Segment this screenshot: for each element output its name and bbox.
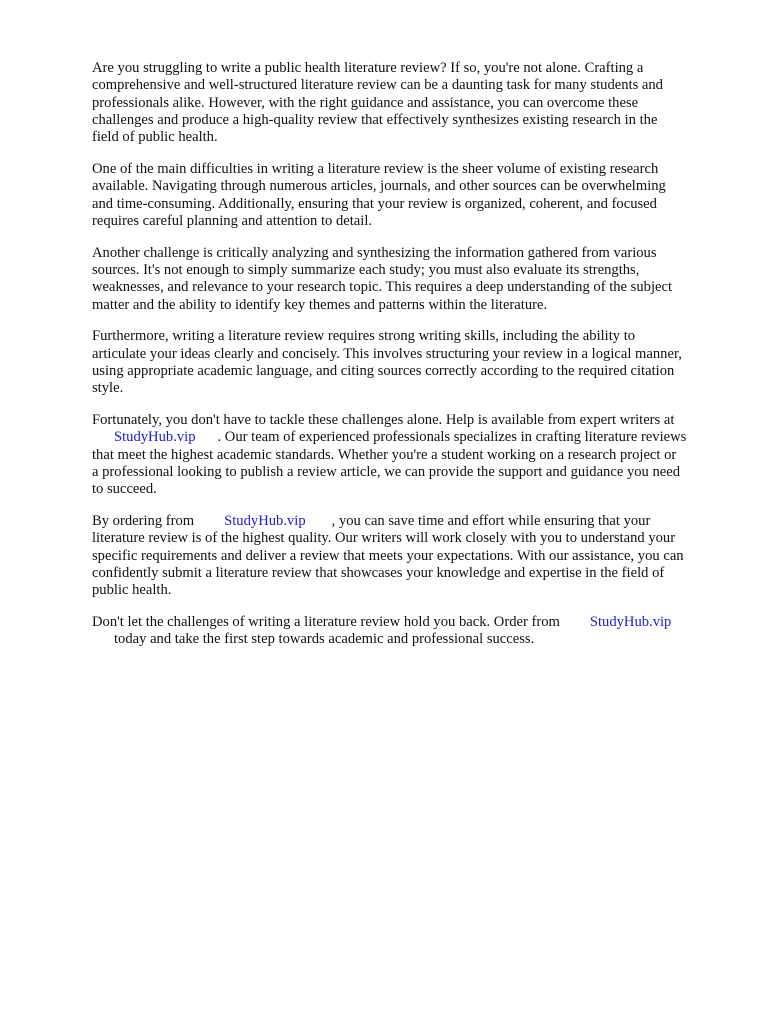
text-line: articulate your ideas clearly and concisely. This involves structuring your review in a logical manner, bbox=[92, 345, 682, 362]
paragraph-ordering bbox=[92, 513, 728, 599]
text-line: challenges and produce a high-quality review that effectively synthesizes existing research in the bbox=[92, 111, 658, 128]
text-line bbox=[92, 429, 728, 446]
text-line: using appropriate academic language, and citing sources correctly according to the required citation bbox=[92, 362, 675, 379]
paragraph-call-to-action bbox=[92, 614, 728, 649]
text-line: style. bbox=[92, 380, 124, 397]
text-line: matter and the ability to identify key themes and patterns within the literature. bbox=[92, 296, 548, 313]
text-line: available. Navigating through numerous articles, journals, and other sources can be overwhelming bbox=[92, 178, 666, 195]
paragraph-analysis bbox=[92, 245, 728, 314]
paragraph-writing-skills bbox=[92, 328, 728, 397]
text-line: sources. It's not enough to simply summarize each study; you must also evaluate its strengths, bbox=[92, 261, 640, 278]
text-fragment: Don't let the challenges of writing a literature review hold you back. Order from bbox=[92, 614, 560, 631]
text-line: that meet the highest academic standards. Whether you're a student working on a research project or bbox=[92, 446, 677, 463]
text-line bbox=[92, 513, 728, 530]
paragraph-intro bbox=[92, 60, 728, 146]
text-line: Fortunately, you don't have to tackle these challenges alone. Help is available from expert writers at bbox=[92, 412, 675, 429]
text-fragment: By ordering from bbox=[92, 513, 195, 530]
paragraph-help-available bbox=[92, 412, 728, 498]
text-line: comprehensive and well-structured literature review can be a daunting task for many students and bbox=[92, 77, 663, 94]
text-line: field of public health. bbox=[92, 129, 218, 146]
text-line: confidently submit a literature review that showcases your knowledge and expertise in the field of bbox=[92, 564, 665, 581]
text-line: weaknesses, and relevance to your research topic. This requires a deep understanding of the subject bbox=[92, 279, 673, 296]
text-line: to succeed. bbox=[92, 481, 157, 498]
text-line: Furthermore, writing a literature review requires strong writing skills, including the ability to bbox=[92, 328, 636, 345]
text-line: a professional looking to publish a review article, we can provide the support and guidance you need bbox=[92, 463, 681, 480]
text-fragment: . Our team of experienced professionals specializes in crafting literature reviews bbox=[217, 429, 687, 446]
text-line: public health. bbox=[92, 582, 172, 599]
text-line: specific requirements and deliver a review that meets your expectations. With our assistance, you can bbox=[92, 547, 684, 564]
text-line: and time-consuming. Additionally, ensuring that your review is organized, coherent, and focused bbox=[92, 195, 657, 212]
text-line bbox=[92, 631, 728, 648]
text-line bbox=[92, 614, 728, 631]
document-body bbox=[92, 60, 728, 663]
studyhub-link[interactable]: StudyHub.vip bbox=[224, 513, 306, 530]
text-line: Another challenge is critically analyzing and synthesizing the information gathered from various bbox=[92, 244, 657, 261]
text-line: Are you struggling to write a public health literature review? If so, you're not alone. Crafting a bbox=[92, 60, 644, 76]
studyhub-link[interactable]: StudyHub.vip bbox=[114, 429, 196, 446]
text-fragment: , you can save time and effort while ensuring that your bbox=[331, 513, 651, 530]
text-line: professionals alike. However, with the right guidance and assistance, you can overcome these bbox=[92, 94, 639, 111]
studyhub-link[interactable]: StudyHub.vip bbox=[589, 614, 672, 631]
text-line: One of the main difficulties in writing a literature review is the sheer volume of existing research bbox=[92, 160, 659, 177]
text-fragment: today and take the first step towards academic and professional success. bbox=[114, 631, 535, 648]
text-line: requires careful planning and attention to detail. bbox=[92, 212, 373, 229]
paragraph-difficulties bbox=[92, 161, 728, 230]
text-line: literature review is of the highest quality. Our writers will work closely with you to understand your bbox=[92, 530, 676, 547]
